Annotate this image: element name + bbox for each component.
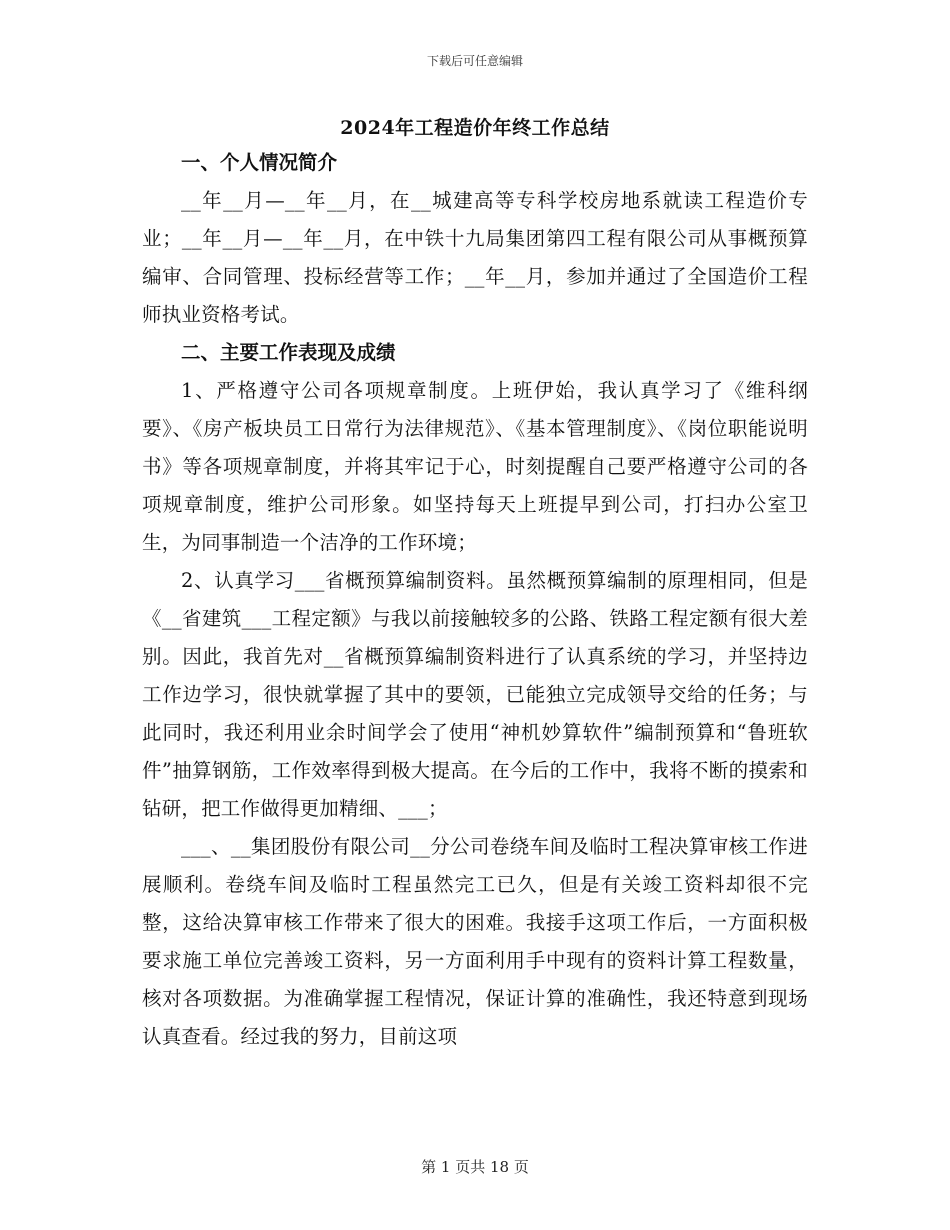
paragraph-regulations: 1、严格遵守公司各项规章制度。上班伊始，我认真学习了《维科纲要》、《房产板块员工日常行为法律规范》、《基本管理制度》、《岗位职能说明书》等各项规章制度，并将其牢记于心，时刻提醒自己要严格遵守公司的各项规章制度，维护公司形象。如坚持每天上班提早到公司，打扫办公室卫生，为同事制造一个洁净的工作环境；: [142, 379, 808, 554]
paragraph-personal-intro: __年__月—__年__月，在__城建高等专科学校房地系就读工程造价专业；__年__月—__年__月，在中铁十九局集团第四工程有限公司从事概预算编审、合同管理、投标经营等工作；__年__月，参加并通过了全国造价工程师执业资格考试。: [142, 189, 808, 326]
section-heading-personal-intro: 一、个人情况简介: [181, 151, 338, 174]
page-header: 下载后可任意编辑: [426, 54, 523, 68]
document-body: [142, 144, 808, 1056]
document-title: 2024年工程造价年终工作总结: [340, 117, 610, 139]
page-number: 第 1 页共 18 页: [421, 1158, 529, 1176]
section-heading-main-work: 二、主要工作表现及成绩: [181, 341, 396, 364]
paragraph-settlement-audit: ___、__集团股份有限公司__分公司卷绕车间及临时工程决算审核工作进展顺利。卷绕车间及临时工程虽然完工已久，但是有关竣工资料却很不完整，这给决算审核工作带来了很大的困难。我接手这项工作后，一方面积极要求施工单位完善竣工资料，另一方面利用手中现有的资料计算工程数量，核对各项数据。为准确掌握工程情况，保证计算的准确性，我还特意到现场认真查看。经过我的努力，目前这项: [142, 835, 808, 1048]
paragraph-budget-study: 2、认真学习___省概预算编制资料。虽然概预算编制的原理相同，但是《__省建筑___工程定额》与我以前接触较多的公路、铁路工程定额有很大差别。因此，我首先对__省概预算编制资料进行了认真系统的学习，并坚持边工作边学习，很快就掌握了其中的要领，已能独立完成领导交给的任务；与此同时，我还利用业余时间学会了使用“神机妙算软件”编制预算和“鲁班软件”抽算钢筋，工作效率得到极大提高。在今后的工作中，我将不断的摸索和钻研，把工作做得更加精细、___；: [142, 569, 808, 820]
